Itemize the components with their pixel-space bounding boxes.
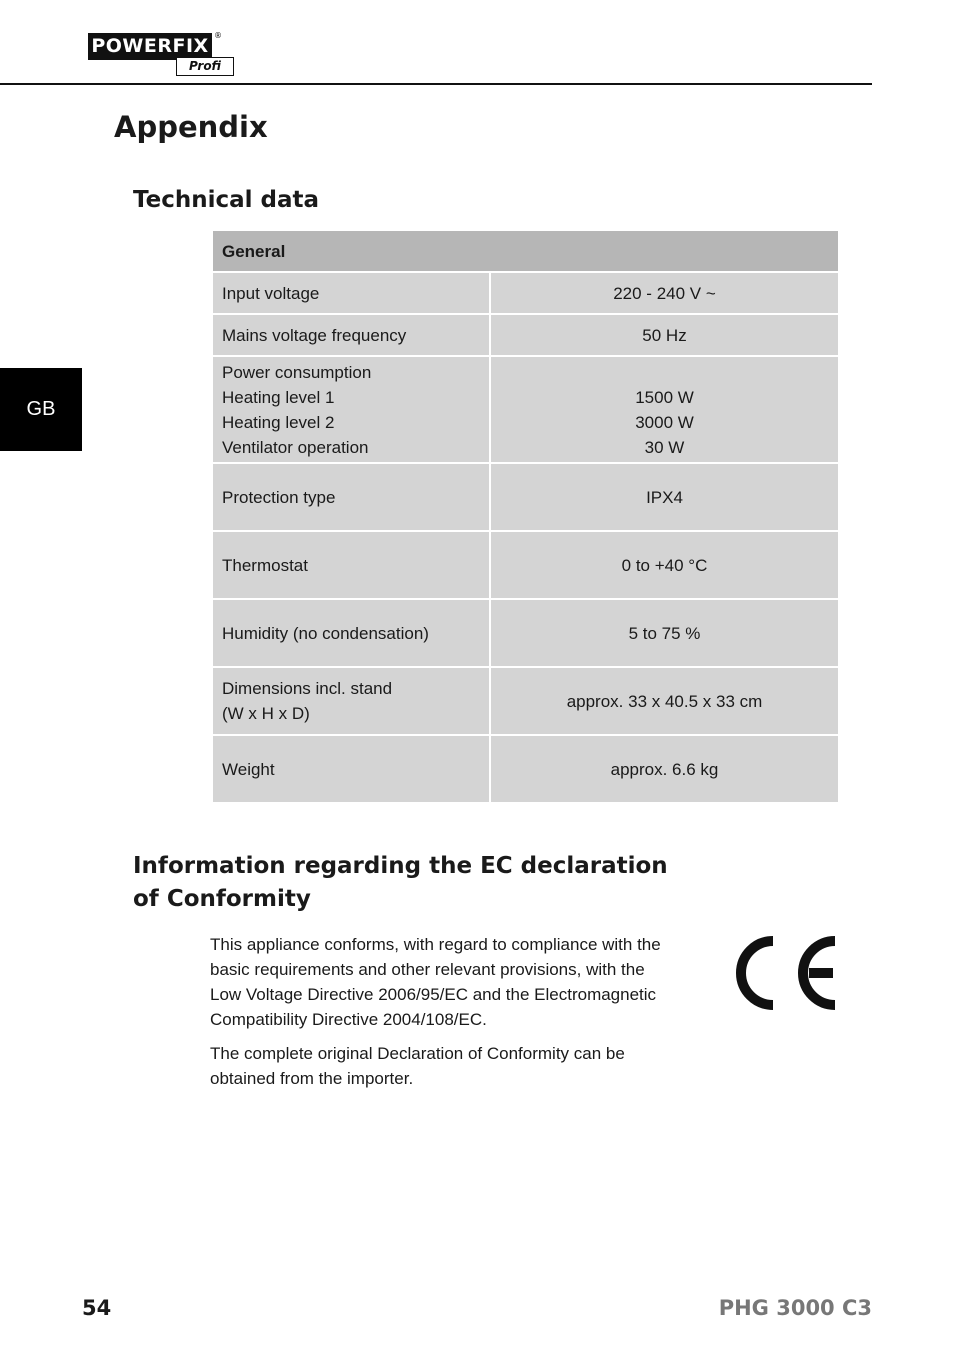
spec-row	[212, 735, 839, 803]
spec-value-line: 3000 W	[635, 412, 694, 432]
ce-mark-icon	[733, 935, 839, 1011]
spec-value-line: IPX4	[646, 487, 683, 507]
spec-row	[212, 314, 839, 356]
model-number: PHG 3000 C3	[718, 1296, 872, 1320]
header-rule	[0, 83, 872, 85]
spec-row	[212, 531, 839, 599]
powerfix-logo	[88, 33, 238, 77]
spec-label	[212, 272, 490, 314]
ec-text-line: The complete original Declaration of Conformity can be	[210, 1044, 625, 1063]
ec-heading-line: Information regarding the EC declaration	[133, 853, 668, 879]
language-tab: GB	[0, 368, 82, 451]
spec-label-line: (W x H x D)	[222, 704, 310, 723]
spec-value	[490, 531, 839, 599]
spec-value-line: 1500 W	[635, 387, 694, 407]
ec-declaration-heading	[133, 850, 733, 916]
ec-text-line: Low Voltage Directive 2006/95/EC and the Electromagnetic	[210, 985, 657, 1004]
spec-label-line: Mains voltage frequency	[222, 325, 407, 345]
technical-data-heading: Technical data	[133, 187, 320, 213]
spec-label-line: Humidity (no condensation)	[222, 623, 429, 643]
spec-row	[212, 667, 839, 735]
spec-value-line: approx. 33 x 40.5 x 33 cm	[566, 691, 763, 711]
spec-value	[490, 314, 839, 356]
spec-value	[490, 735, 839, 803]
spec-label-line: Heating level 1	[222, 387, 335, 407]
table-header-general: General	[212, 230, 839, 272]
page-title: Appendix	[114, 110, 268, 144]
spec-label	[212, 463, 490, 531]
spec-value	[490, 356, 839, 463]
ec-paragraph-2	[210, 1041, 700, 1091]
ec-declaration-text	[210, 932, 700, 1100]
spec-value	[490, 667, 839, 735]
logo-brand: POWERFIX	[88, 33, 212, 60]
spec-value-line: approx. 6.6 kg	[610, 759, 719, 779]
spec-label-line: Weight	[222, 759, 275, 779]
spec-row	[212, 356, 839, 463]
spec-label-line: Input voltage	[222, 283, 320, 303]
logo-sub-brand: Profi	[176, 57, 234, 76]
spec-label-line: Protection type	[222, 487, 336, 507]
spec-value-line: 50 Hz	[642, 325, 687, 345]
spec-row	[212, 272, 839, 314]
ec-text-line: Compatibility Directive 2004/108/EC.	[210, 1010, 487, 1029]
spec-value-line: 0 to +40 °C	[621, 555, 708, 575]
spec-value-line: 5 to 75 %	[628, 623, 701, 643]
spec-label-line: Power consumption	[222, 362, 372, 382]
spec-value-line	[500, 360, 829, 385]
ec-heading-line: of Conformity	[133, 886, 311, 912]
spec-label	[212, 531, 490, 599]
spec-label	[212, 356, 490, 463]
spec-value	[490, 272, 839, 314]
spec-row	[212, 599, 839, 667]
logo-registered-mark: ®	[214, 31, 222, 40]
spec-row	[212, 463, 839, 531]
ec-text-line: obtained from the importer.	[210, 1069, 414, 1088]
spec-value-line: 30 W	[644, 437, 685, 457]
spec-label-line: Dimensions incl. stand	[222, 679, 393, 698]
spec-label	[212, 667, 490, 735]
page-number: 54	[82, 1296, 112, 1320]
ec-text-line: basic requirements and other relevant provisions, with the	[210, 960, 645, 979]
ec-text-line: This appliance conforms, with regard to compliance with the	[210, 935, 661, 954]
technical-data-table-body	[212, 230, 839, 803]
spec-label-line: Ventilator operation	[222, 437, 369, 457]
spec-value-line: 220 - 240 V ~	[613, 283, 716, 303]
spec-label	[212, 314, 490, 356]
spec-label	[212, 735, 490, 803]
spec-label	[212, 599, 490, 667]
spec-value	[490, 463, 839, 531]
ec-paragraph-1	[210, 932, 700, 1032]
spec-label-line: Thermostat	[222, 555, 308, 575]
table-header-row	[212, 230, 839, 272]
technical-data-table	[211, 229, 840, 804]
spec-value	[490, 599, 839, 667]
spec-label-line: Heating level 2	[222, 412, 335, 432]
